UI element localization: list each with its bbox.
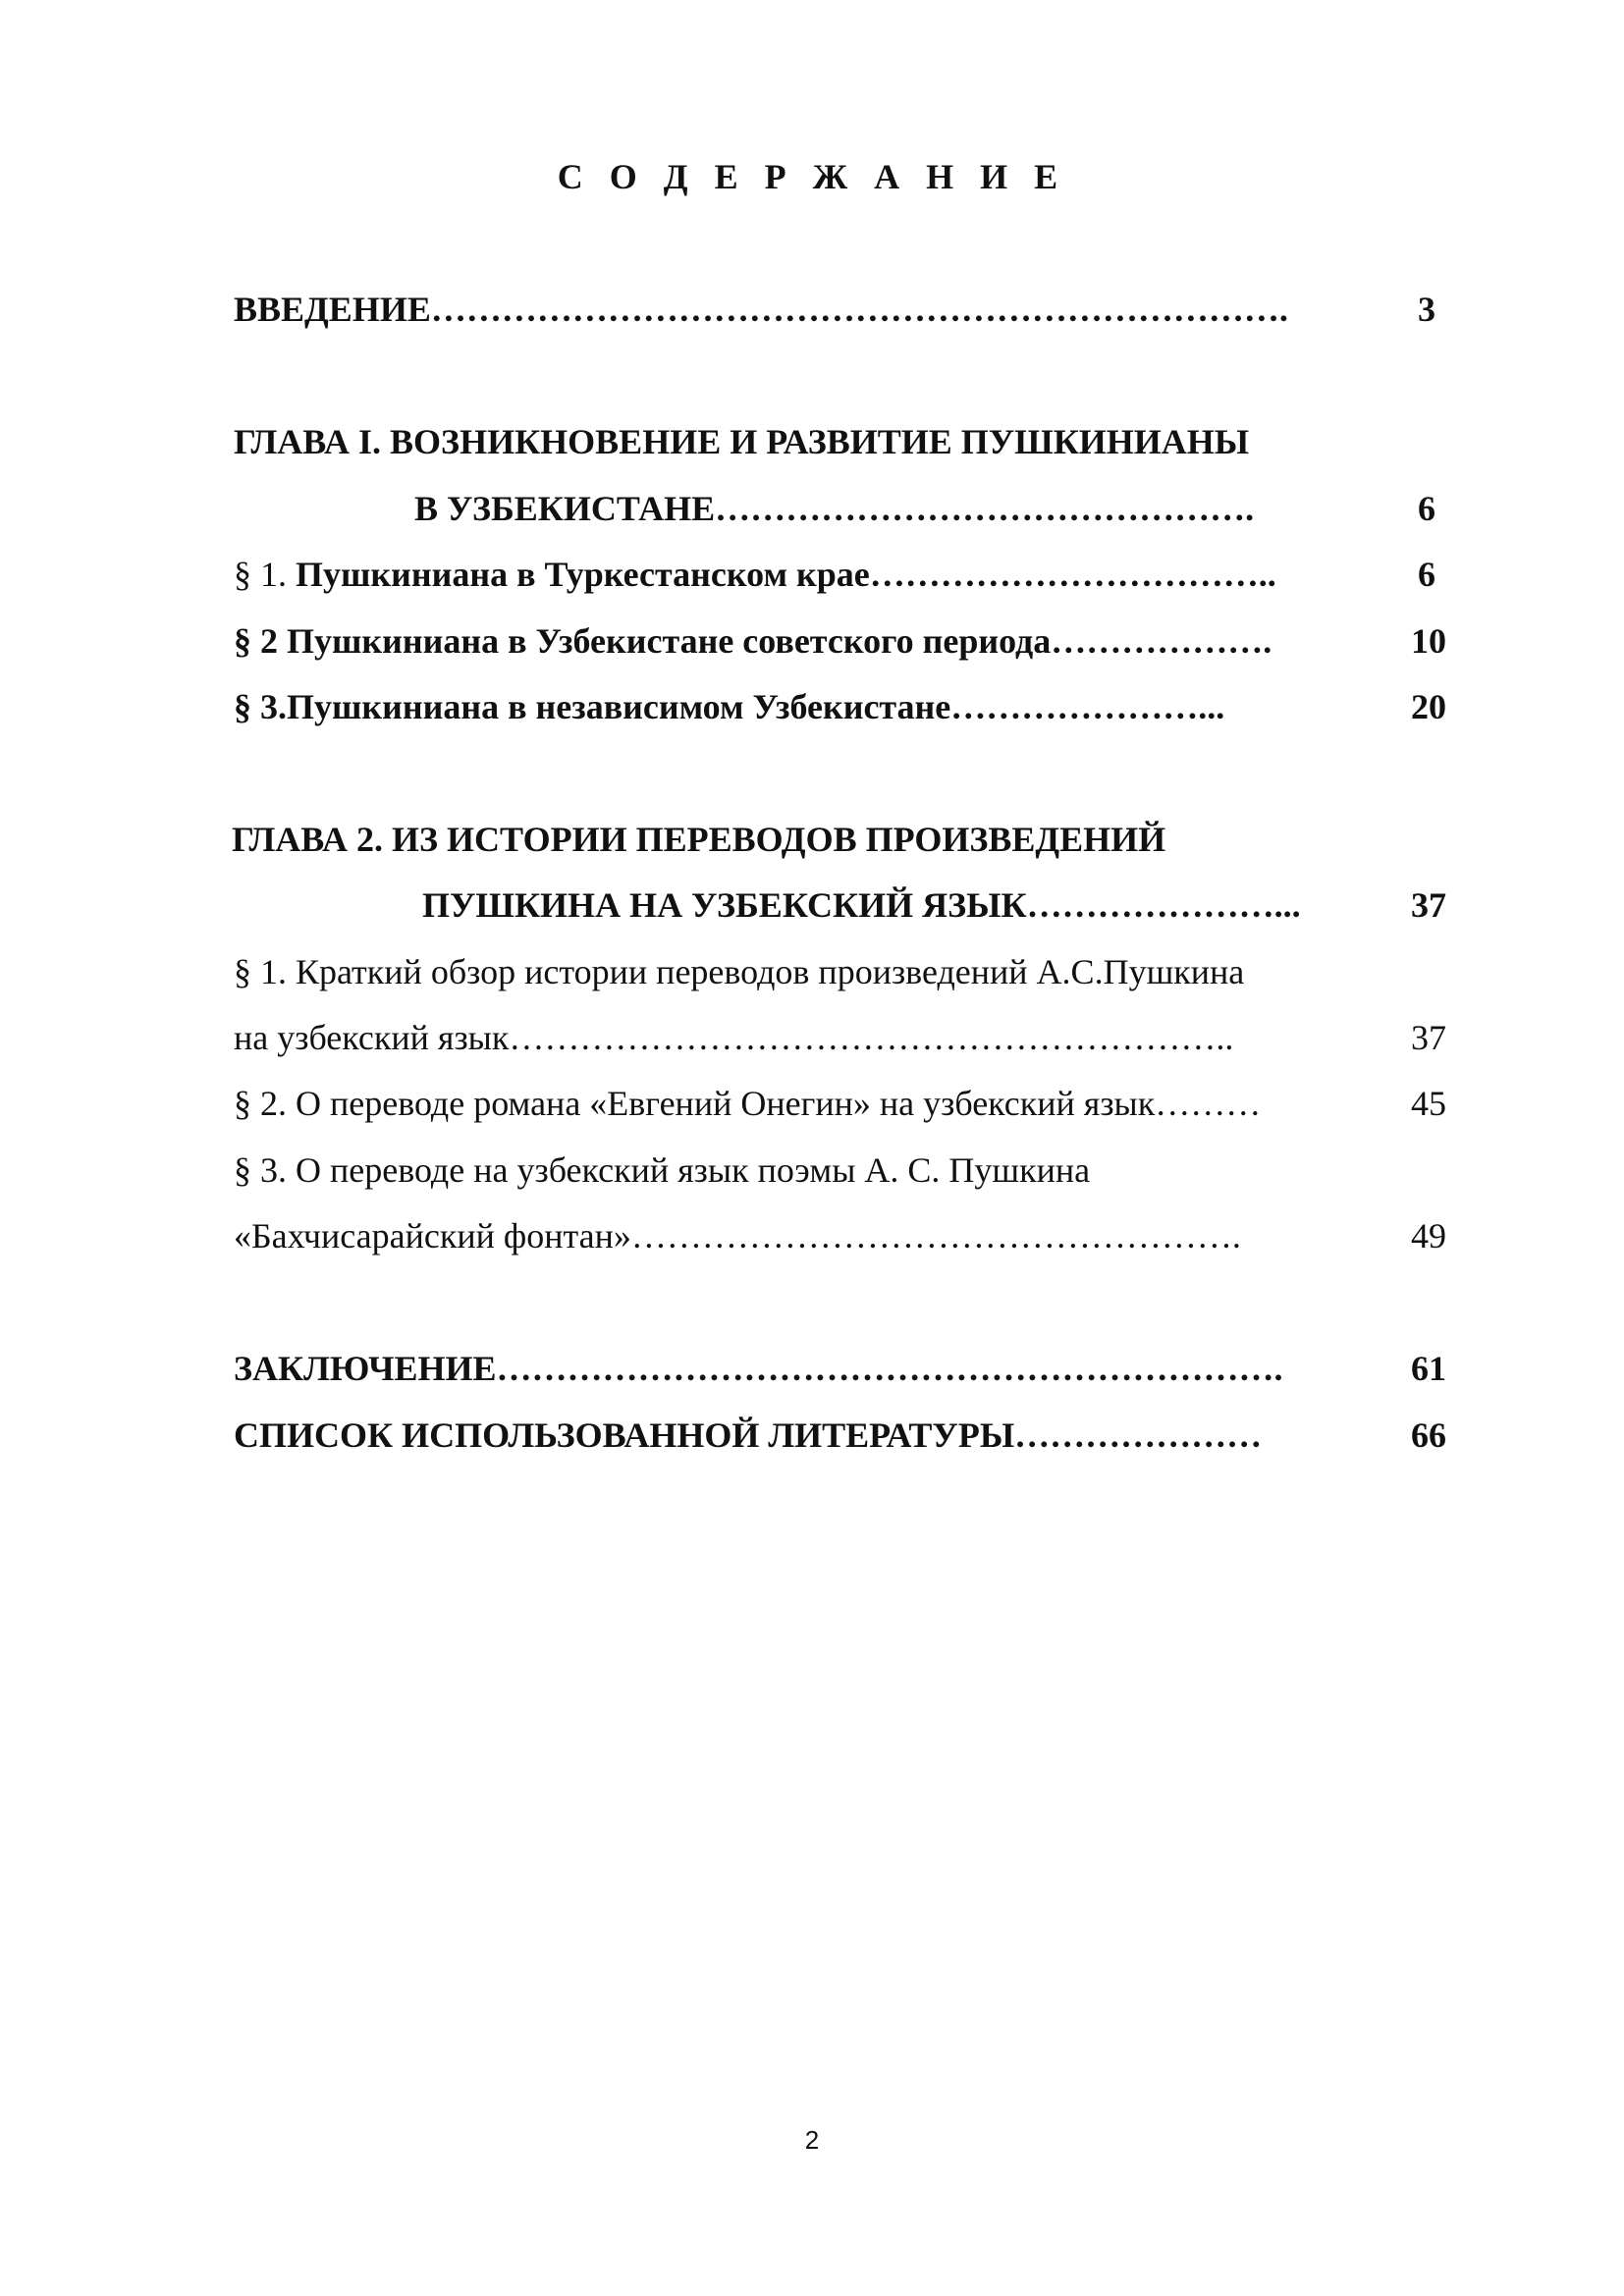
toc-chapter1-section3[interactable]: § 3.Пушкиниана в независимом Узбекистане…………………... [234, 687, 1225, 726]
toc-chapter2-section1-line2[interactable]: на узбекский язык…………………………………………………….. [234, 1018, 1234, 1057]
toc-chapter2-title-line2[interactable]: ПУШКИНА НА УЗБЕКСКИЙ ЯЗЫК…………………... [422, 885, 1301, 925]
section-mark: § 1. [234, 555, 296, 594]
toc-entry-bibliography[interactable]: СПИСОК ИСПОЛЬЗОВАННОЙ ЛИТЕРАТУРЫ………………… [234, 1415, 1263, 1455]
toc-page-chapter2: 37 [1411, 885, 1446, 925]
toc-page-chapter1-section1: 6 [1418, 555, 1435, 594]
toc-page-conclusion: 61 [1411, 1349, 1446, 1388]
toc-page-chapter1: 6 [1418, 489, 1435, 528]
toc-page-chapter2-section3: 49 [1411, 1216, 1446, 1255]
toc-page-chapter1-section2: 10 [1411, 621, 1446, 661]
toc-page-bibliography: 66 [1411, 1415, 1446, 1455]
toc-chapter2-section1-line1[interactable]: § 1. Краткий обзор истории переводов произведений А.С.Пушкина [234, 952, 1245, 991]
toc-chapter1-section2[interactable]: § 2 Пушкиниана в Узбекистане советского периода………………. [234, 621, 1272, 661]
toc-page-intro: 3 [1418, 290, 1435, 329]
toc-page-chapter1-section3: 20 [1411, 687, 1446, 726]
toc-chapter1-title-line2[interactable]: В УЗБЕКИСТАНЕ………………………………………. [414, 489, 1255, 528]
page-number: 2 [804, 2125, 820, 2155]
toc-chapter2-section2[interactable]: § 2. О переводе романа «Евгений Онегин» на узбекский язык……… [234, 1084, 1262, 1123]
toc-heading: С О Д Е Р Ж А Н И Е [557, 157, 1067, 196]
toc-chapter2-section3-line2[interactable]: «Бахчисарайский фонтан»……………………………………………. [234, 1216, 1241, 1255]
toc-entry-conclusion[interactable]: ЗАКЛЮЧЕНИЕ…………………………………………………………. [234, 1349, 1283, 1388]
toc-chapter1-section1[interactable] [234, 553, 1276, 596]
toc-page-chapter2-section2: 45 [1411, 1084, 1446, 1123]
toc-chapter2-title-line1[interactable]: ГЛАВА 2. ИЗ ИСТОРИИ ПЕРЕВОДОВ ПРОИЗВЕДЕНИЙ [232, 820, 1166, 859]
toc-entry-intro[interactable]: ВВЕДЕНИЕ………………………………………………………………. [234, 290, 1288, 329]
toc-chapter2-section3-line1[interactable]: § 3. О переводе на узбекский язык поэмы А. С. Пушкина [234, 1150, 1091, 1190]
section-title: Пушкиниана в Туркестанском крае…………………………….. [296, 555, 1276, 594]
toc-chapter1-title-line1[interactable]: ГЛАВА I. ВОЗНИКНОВЕНИЕ И РАЗВИТИЕ ПУШКИНИАНЫ [234, 422, 1250, 461]
toc-page-chapter2-section1: 37 [1411, 1018, 1446, 1057]
